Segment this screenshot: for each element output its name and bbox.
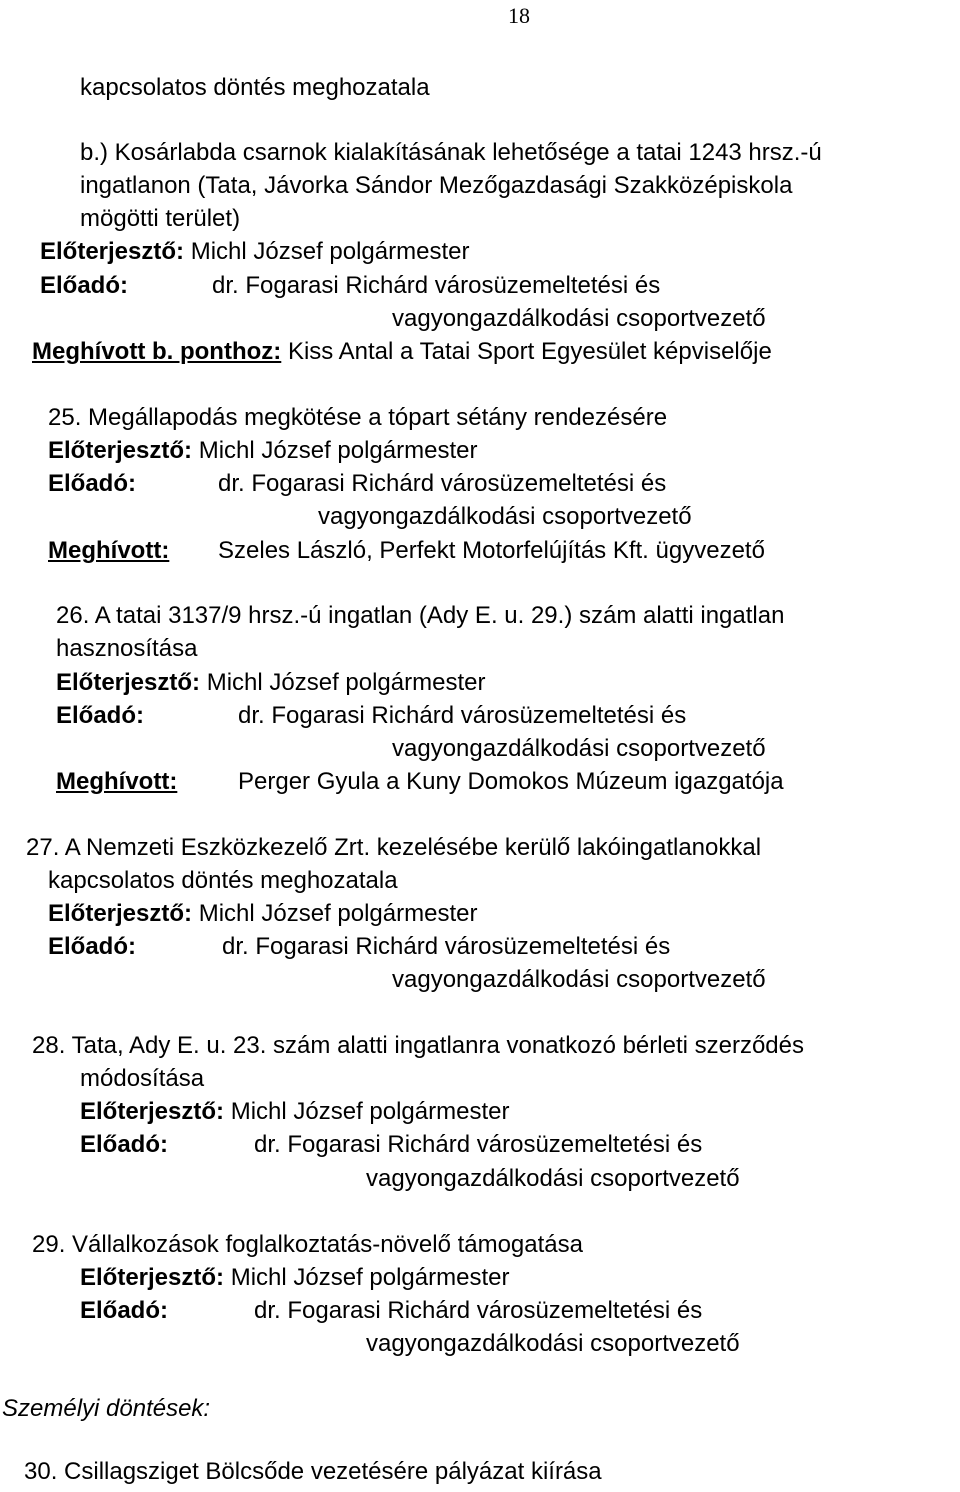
item-25-title: 25. Megállapodás megkötése a tópart sétány rendezésére bbox=[48, 404, 668, 431]
subitem-b-title-line-1: b.) Kosárlabda csarnok kialakításának lehetősége a tatai 1243 hrsz.-ú bbox=[80, 139, 822, 166]
item-27-presenter-row: Előterjesztő: Michl József polgármester bbox=[48, 900, 478, 927]
item-27-title-line-1: 27. A Nemzeti Eszközkezelő Zrt. kezelésébe kerülő lakóingatlanokkal bbox=[26, 834, 762, 861]
item-27-speaker-value-2: vagyongazdálkodási csoportvezető bbox=[392, 966, 766, 993]
item-28-speaker-value: dr. Fogarasi Richárd városüzemeltetési és bbox=[254, 1131, 703, 1158]
item-25-speaker-value-2: vagyongazdálkodási csoportvezető bbox=[318, 503, 692, 530]
subitem-b-title-line-2: ingatlanon (Tata, Jávorka Sándor Mezőgazdasági Szakközépiskola bbox=[80, 172, 793, 199]
item-29-speaker-value: dr. Fogarasi Richárd városüzemeltetési és bbox=[254, 1297, 703, 1324]
item-25-invited-label: Meghívott: bbox=[48, 537, 170, 564]
subitem-b-speaker-value-2: vagyongazdálkodási csoportvezető bbox=[392, 305, 766, 332]
item-28-speaker-label: Előadó: bbox=[80, 1131, 168, 1158]
item-26-title-line-2: hasznosítása bbox=[56, 635, 198, 662]
prev-item-title-line: kapcsolatos döntés meghozatala bbox=[80, 74, 430, 101]
subitem-b-presenter-row bbox=[40, 236, 469, 268]
item-26-speaker-label: Előadó: bbox=[56, 702, 144, 729]
item-26-invited-label: Meghívott: bbox=[56, 768, 178, 795]
item-29-speaker-value-2: vagyongazdálkodási csoportvezető bbox=[366, 1330, 740, 1357]
item-28-speaker-value-2: vagyongazdálkodási csoportvezető bbox=[366, 1165, 740, 1192]
item-25-speaker-label: Előadó: bbox=[48, 470, 136, 497]
subitem-b-speaker-label: Előadó: bbox=[40, 272, 128, 299]
item-29-speaker-label: Előadó: bbox=[80, 1297, 168, 1324]
item-28-title-line-1: 28. Tata, Ady E. u. 23. szám alatti ingatlanra vonatkozó bérleti szerződés bbox=[32, 1032, 804, 1059]
item-25-speaker-value: dr. Fogarasi Richárd városüzemeltetési és bbox=[218, 470, 667, 497]
item-25-presenter-row: Előterjesztő: Michl József polgármester bbox=[48, 437, 478, 464]
invited-label: Meghívott b. ponthoz: bbox=[32, 338, 282, 365]
item-28-presenter-row: Előterjesztő: Michl József polgármester bbox=[80, 1098, 510, 1125]
item-25-invited-value: Szeles László, Perfekt Motorfelújítás Kft. ügyvezető bbox=[218, 537, 765, 564]
subitem-b-title-line-3: mögötti terület) bbox=[80, 205, 241, 232]
subitem-b-invited-row bbox=[32, 336, 772, 368]
section-heading-personnel: Személyi döntések: bbox=[2, 1395, 211, 1422]
item-26-presenter-row: Előterjesztő: Michl József polgármester bbox=[56, 669, 486, 696]
presenter-value: Michl József polgármester bbox=[190, 238, 470, 265]
invited-value: Kiss Antal a Tatai Sport Egyesület képviselője bbox=[287, 338, 772, 365]
page-number: 18 bbox=[508, 3, 530, 28]
presenter-label: Előterjesztő: bbox=[40, 238, 185, 265]
item-26-speaker-value-2: vagyongazdálkodási csoportvezető bbox=[392, 735, 766, 762]
item-27-speaker-label: Előadó: bbox=[48, 933, 136, 960]
item-26-title-line-1: 26. A tatai 3137/9 hrsz.-ú ingatlan (Ady E. u. 29.) szám alatti ingatlan bbox=[56, 602, 785, 629]
item-26-speaker-value: dr. Fogarasi Richárd városüzemeltetési és bbox=[238, 702, 687, 729]
item-29-title: 29. Vállalkozások foglalkoztatás-növelő támogatása bbox=[32, 1231, 583, 1258]
item-29-presenter-row: Előterjesztő: Michl József polgármester bbox=[80, 1264, 510, 1291]
item-26-invited-value: Perger Gyula a Kuny Domokos Múzeum igazgatója bbox=[238, 768, 784, 795]
item-27-speaker-value: dr. Fogarasi Richárd városüzemeltetési és bbox=[222, 933, 671, 960]
item-27-title-line-2: kapcsolatos döntés meghozatala bbox=[48, 867, 398, 894]
subitem-b-speaker-value: dr. Fogarasi Richárd városüzemeltetési és bbox=[212, 272, 661, 299]
item-30-title: 30. Csillagsziget Bölcsőde vezetésére pályázat kiírása bbox=[24, 1458, 602, 1485]
item-28-title-line-2: módosítása bbox=[80, 1065, 205, 1092]
